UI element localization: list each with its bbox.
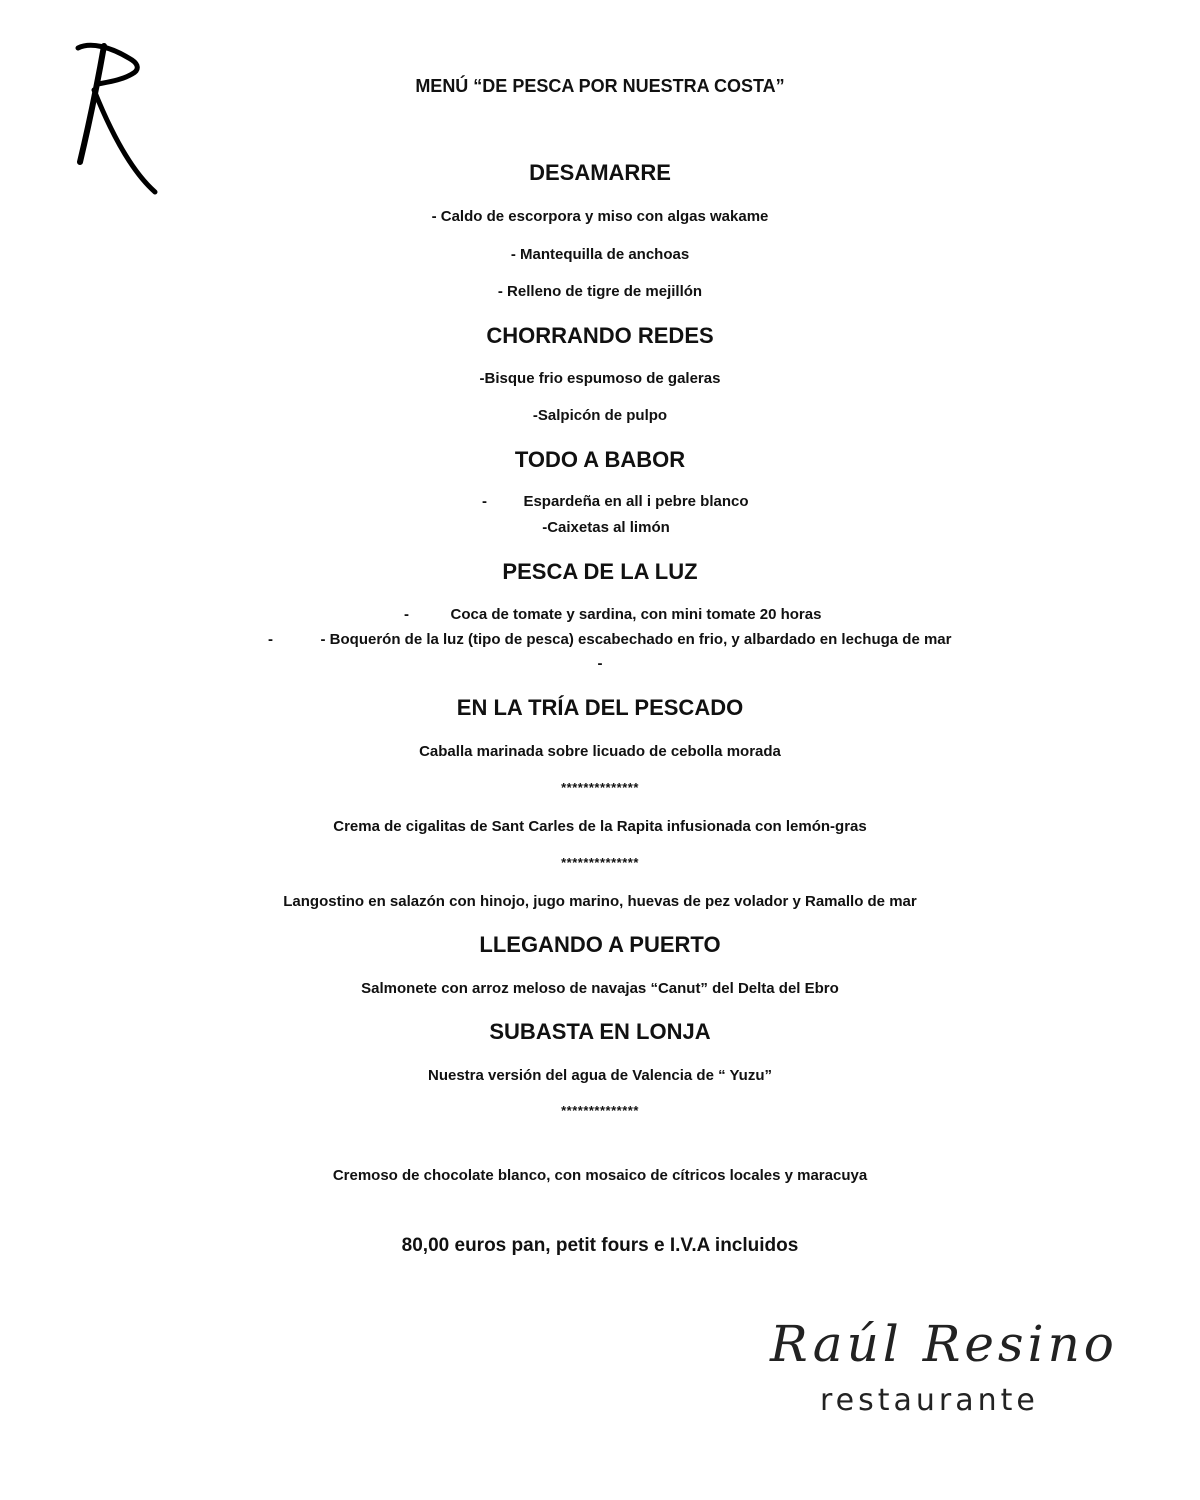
section-heading-chorrando-redes: CHORRANDO REDES (486, 323, 714, 348)
menu-item: Nuestra versión del agua de Valencia de “ Yuzu” (427, 1067, 773, 1084)
restaurant-signature-logo (760, 1315, 1140, 1425)
signature-subtitle: restaurante (820, 1383, 1039, 1418)
menu-item: Salmonete con arroz meloso de navajas “Canut” del Delta del Ebro (361, 980, 839, 997)
menu-item: - Boquerón de la luz (tipo de pesca) escabechado en frio, y albardado en lechuga de mar (320, 631, 952, 648)
menu-item: Cremoso de chocolate blanco, con mosaico de cítricos locales y maracuya (332, 1167, 868, 1184)
menu-price: 80,00 euros pan, petit fours e I.V.A incluidos (401, 1235, 799, 1256)
section-heading-subasta-en-lonja: SUBASTA EN LONJA (489, 1019, 711, 1044)
menu-item: Caballa marinada sobre licuado de cebolla morada (419, 743, 781, 760)
section-heading-en-la-tria-del-pescado: EN LA TRÍA DEL PESCADO (456, 695, 744, 720)
section-heading-llegando-a-puerto: LLEGANDO A PUERTO (479, 932, 721, 957)
signature-name: Raúl Resino (770, 1315, 1118, 1373)
menu-item: - Caldo de escorpora y miso con algas wakame (431, 208, 769, 225)
menu-item: -Caixetas al limón (542, 519, 670, 536)
bullet-dash: - (268, 631, 273, 648)
section-heading-pesca-de-la-luz: PESCA DE LA LUZ (502, 559, 698, 584)
menu-item: -Salpicón de pulpo (532, 407, 668, 424)
menu-item: Coca de tomate y sardina, con mini tomate 20 horas (450, 606, 822, 623)
menu-item: - Mantequilla de anchoas (510, 246, 690, 263)
section-heading-todo-a-babor: TODO A BABOR (514, 447, 686, 472)
section-heading-desamarre: DESAMARRE (529, 160, 671, 185)
menu-item: Langostino en salazón con hinojo, jugo marino, huevas de pez volador y Ramallo de mar (283, 893, 917, 910)
menu-item: - Relleno de tigre de mejillón (497, 283, 703, 300)
menu-item: -Bisque frio espumoso de galeras (479, 370, 721, 387)
bullet-dash: - (482, 493, 487, 510)
menu-title: MENÚ “DE PESCA POR NUESTRA COSTA” (415, 76, 785, 96)
menu-item: Espardeña en all i pebre blanco (523, 493, 749, 510)
separator-stars: ************** (561, 855, 639, 870)
separator-stars: ************** (561, 780, 639, 795)
separator-stars: ************** (561, 1103, 639, 1118)
bullet-dash: - (404, 606, 409, 623)
bullet-dash: - (597, 655, 603, 672)
menu-item: Crema de cigalitas de Sant Carles de la Rapita infusionada con lemón-gras (333, 818, 867, 835)
